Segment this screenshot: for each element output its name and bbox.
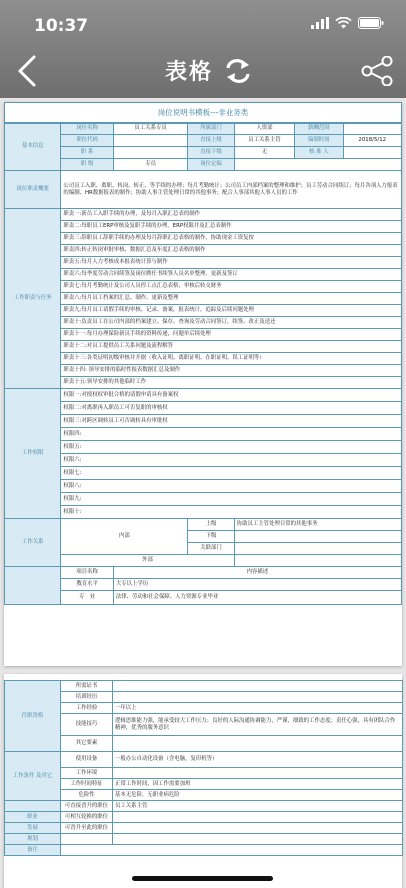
qual-desc bbox=[113, 692, 403, 703]
document-viewer[interactable] bbox=[0, 98, 406, 888]
field-value: 无 bbox=[234, 147, 294, 159]
authority-item: 权限四: bbox=[61, 428, 402, 441]
qual-desc bbox=[113, 736, 403, 752]
overview-text: 公司员工入职、离职、转岗、转正、等手续的办理；每月考勤统计；公司员工内部档案的整理和维护；员工劳动合同续订；每月各项人力报表的编制、HR数据报表的制作；协助人事主管处理日常的其他事务；配合人事部其他人事人员的工作 bbox=[61, 171, 402, 209]
field-value: 人资部 bbox=[234, 123, 294, 135]
qual-item: 教育水平 bbox=[61, 579, 113, 591]
battery-icon bbox=[358, 17, 384, 29]
duty-item: 职责七:每月考勤统计及公司人员停工点汇总表格，审核后转交财务 bbox=[61, 281, 402, 293]
field-label: 职 系 bbox=[61, 147, 113, 159]
authority-item: 权限二:对离职再入职员工可否复职的审核权 bbox=[61, 402, 402, 415]
qual-desc: 法律、劳动和社会保障、人力资源专业毕业 bbox=[113, 591, 401, 605]
section-relations: 工作关系 bbox=[5, 519, 61, 567]
field-label: 岗位定编 bbox=[188, 159, 234, 171]
duty-item: 职责八:每月员工档案的汇总、制作、更新及整理 bbox=[61, 293, 402, 305]
duty-item: 职责十一:每月办理保险新员手续的资料传递，问题单后续处理 bbox=[61, 329, 402, 341]
home-indicator[interactable] bbox=[132, 876, 273, 881]
cond-desc: 正常工作时间，因工作需要加班 bbox=[113, 779, 403, 790]
section-remarks: 备注 bbox=[5, 845, 61, 856]
relation-desc bbox=[234, 531, 401, 543]
field-value bbox=[343, 123, 402, 135]
qual-desc: 一年以上 bbox=[113, 703, 403, 714]
remarks-value bbox=[61, 845, 403, 856]
duty-item: 职责十三:各类证明初级审核并开据（收入证明、离职证明、在职证明、误工证明等） bbox=[61, 353, 402, 365]
relation-desc bbox=[234, 543, 401, 555]
section-overview: 岗位职责概要 bbox=[5, 171, 61, 209]
qual-head-item: 项目名称 bbox=[61, 567, 113, 579]
cond-item: 使用设备 bbox=[61, 752, 113, 768]
field-label: 职 级 bbox=[61, 159, 113, 171]
section-work-conditions: 工作条件 及其它 bbox=[5, 752, 61, 801]
cond-item: 工作时间特征 bbox=[61, 779, 113, 790]
section-development: 发展 bbox=[5, 823, 61, 834]
career-item: 可晋升至此的职位 bbox=[61, 823, 113, 834]
qual-desc: 大专以上学历 bbox=[113, 579, 401, 591]
duty-item: 职责二:每职员工ERP审核及复职手续的办理，ERP权限并及汇总表制作 bbox=[61, 221, 402, 233]
duty-item: 职责十:负责员工在公司内部的档案建立、保存、查询及劳动合同签订，续签、改正及送还 bbox=[61, 317, 402, 329]
status-icons bbox=[311, 17, 384, 29]
duty-item: 职责四:转正转岗审批审核、数据汇总及年度汇总表格的制作 bbox=[61, 245, 402, 257]
wifi-icon bbox=[335, 17, 352, 29]
share-icon[interactable] bbox=[360, 56, 394, 86]
career-desc bbox=[113, 834, 403, 845]
relation-external: 外部 bbox=[61, 555, 234, 567]
duty-item: 职责十四: 领导安排的临时性报表数据汇总及制作 bbox=[61, 365, 402, 377]
section-qualifications-spacer bbox=[5, 567, 61, 605]
field-value bbox=[113, 135, 188, 147]
duty-item: 职责五:每月人力考核成本报表统计算与制作 bbox=[61, 257, 402, 269]
field-label: 岗位名称 bbox=[61, 123, 113, 135]
cond-item: 工作环境 bbox=[61, 768, 113, 779]
relation-type: 关联部门 bbox=[188, 543, 234, 555]
back-arrow-icon[interactable] bbox=[12, 54, 42, 88]
authority-item: 权限九: bbox=[61, 493, 402, 506]
cond-desc bbox=[113, 768, 403, 779]
authority-item: 权限三:对跨区调转员工可否调转具有审批权 bbox=[61, 415, 402, 428]
section-qualifications: 任职资格 bbox=[5, 681, 61, 752]
document-page-1 bbox=[4, 102, 402, 666]
qual-desc: 逻辑思维能力强，能承受较大工作压力；良好的人际沟通协调能力，严谨，细致的工作态度；责任心强，具有团队合作精神，优秀的服务意识 bbox=[113, 714, 403, 736]
career-desc: 员工关系主管 bbox=[113, 801, 403, 812]
document-title: 岗位说明书模板---非业务类 bbox=[5, 103, 402, 123]
duty-item: 职责一:新员工入职手续的办理，及每月入职汇总表的制作 bbox=[61, 209, 402, 221]
field-value bbox=[343, 147, 402, 159]
authority-item: 权限一:对授权权审批合格的请假申请具有备案权 bbox=[61, 389, 402, 402]
field-label: 薪酬范围 bbox=[295, 123, 343, 135]
qual-item: 专 业 bbox=[61, 591, 113, 605]
career-desc bbox=[113, 823, 403, 834]
field-value: 员工关系主管 bbox=[234, 135, 294, 147]
app-header bbox=[0, 0, 406, 98]
section-career: 职业 bbox=[5, 812, 61, 823]
qual-item: 其它要素 bbox=[61, 736, 113, 752]
field-label: 核 准 人 bbox=[295, 147, 343, 159]
qual-item: 工作经验 bbox=[61, 703, 113, 714]
qual-desc bbox=[113, 681, 403, 692]
qual-item: 所需证书 bbox=[61, 681, 113, 692]
career-item bbox=[61, 834, 113, 845]
career-item: 可直接晋升的职位 bbox=[61, 801, 113, 812]
document-page-2 bbox=[4, 674, 402, 888]
duty-item: 职责六:每季度劳动合同续签及岗位聘任书续签人员名单整理，更新及签订 bbox=[61, 269, 402, 281]
authority-item: 权限五: bbox=[61, 441, 402, 454]
qual-item: 培训经历 bbox=[61, 692, 113, 703]
qual-head-desc: 内容描述 bbox=[113, 567, 401, 579]
career-item: 可相互轮换的职位 bbox=[61, 812, 113, 823]
signal-icon bbox=[311, 17, 329, 29]
duty-item: 职责十二:对员工提供员工关系问题及流程解答 bbox=[61, 341, 402, 353]
duty-item: 职责九:每月员工请假手续的审核、记录、备案，报表统计，追踪及后续问题处理 bbox=[61, 305, 402, 317]
status-time: 10:37 bbox=[34, 16, 89, 36]
field-label: 职位代码 bbox=[61, 135, 113, 147]
section-career-spacer bbox=[5, 801, 61, 812]
relation-type: 下级 bbox=[188, 531, 234, 543]
field-label: 直接上级 bbox=[188, 135, 234, 147]
field-label: 所属部门 bbox=[188, 123, 234, 135]
job-description-table bbox=[4, 102, 402, 605]
section-authority: 工作权限 bbox=[5, 389, 61, 519]
field-value: 员工关系专员 bbox=[113, 123, 188, 135]
field-value bbox=[113, 147, 188, 159]
nav-title-group bbox=[165, 55, 251, 86]
authority-item: 权限六: bbox=[61, 454, 402, 467]
cond-item: 危险性 bbox=[61, 790, 113, 801]
section-basic-info: 基本信息 bbox=[5, 123, 61, 171]
swap-icon[interactable] bbox=[225, 59, 251, 83]
qual-item: 技能技巧 bbox=[61, 714, 113, 736]
relation-desc: 协助员工主管处理日常的其他事务 bbox=[234, 519, 401, 531]
relation-desc bbox=[234, 555, 401, 567]
cond-desc: 一般办公自动化设备（含电脑，复印机等） bbox=[113, 752, 403, 768]
career-desc bbox=[113, 812, 403, 823]
field-value: 专员 bbox=[113, 159, 188, 171]
relation-internal: 内部 bbox=[61, 519, 188, 555]
field-label: 编制时间 bbox=[295, 135, 343, 147]
cond-desc: 基本无危险，无职业病危险 bbox=[113, 790, 403, 801]
field-value bbox=[234, 159, 401, 171]
duty-item: 职责三:辞职员工辞职手续的办理及每月辞职汇总表格的制作，协助现金工资复按 bbox=[61, 233, 402, 245]
job-description-table-continued bbox=[4, 680, 403, 856]
section-planning: 规划 bbox=[5, 834, 61, 845]
duty-item: 职责十五:领导安排的其他临时工作 bbox=[61, 377, 402, 389]
authority-item: 权限十: bbox=[61, 506, 402, 519]
page-title: 表格 bbox=[165, 60, 214, 85]
field-value: 2018/5/12 bbox=[343, 135, 402, 147]
authority-item: 权限七: bbox=[61, 467, 402, 480]
relation-type: 上级 bbox=[188, 519, 234, 531]
field-label: 直接下级 bbox=[188, 147, 234, 159]
section-duties: 工作职责与任务 bbox=[5, 209, 61, 389]
authority-item: 权限八: bbox=[61, 480, 402, 493]
